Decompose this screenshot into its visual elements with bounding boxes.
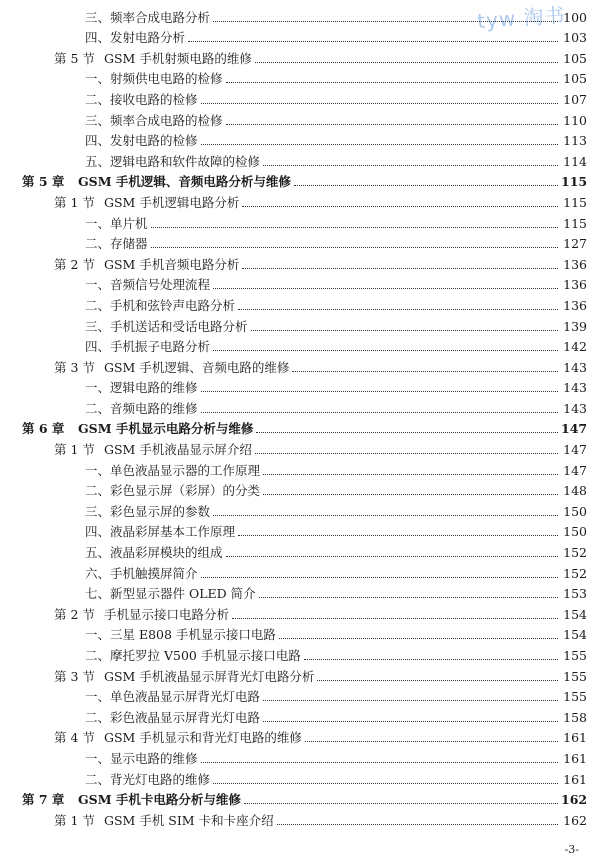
toc-entry-label [54, 443, 252, 457]
toc-page-number: 142 [563, 339, 587, 355]
toc-chapter-row[interactable] [0, 787, 599, 808]
dot-leader [251, 329, 558, 331]
toc-chapter-row[interactable] [0, 169, 599, 190]
toc-entry-title: 二、接收电路的检修 [85, 91, 198, 107]
toc-entry-title: 二、摩托罗拉 V500 手机显示接口电路 [85, 648, 301, 663]
toc-page-number: 161 [563, 771, 587, 787]
toc-entry-label [85, 628, 276, 642]
toc-entry-title: 三、频率合成电路分析 [85, 9, 211, 25]
toc-page-number: 143 [563, 359, 587, 375]
toc-page-number: 155 [563, 689, 587, 705]
toc-entry-title: 二、彩色显示屏（彩屏）的分类 [85, 483, 261, 499]
toc-item-row[interactable] [0, 128, 599, 149]
toc-chapter-row[interactable] [0, 416, 599, 437]
toc-item-row[interactable] [0, 642, 599, 663]
dot-leader [294, 184, 558, 186]
toc-entry-label [22, 422, 253, 436]
section-number: 第 2 节 [54, 606, 95, 622]
toc-entry-title: 二、音频电路的维修 [85, 400, 198, 416]
toc-item-row[interactable] [0, 395, 599, 416]
toc-page-number: 105 [563, 50, 587, 66]
toc-page-number: 143 [563, 400, 587, 416]
toc-entry-label [85, 484, 260, 498]
toc-entry-title: 五、液晶彩屏模块的组成 [85, 545, 223, 561]
toc-page-number: 158 [563, 709, 587, 725]
toc-entry-title: GSM 手机卡电路分析与维修 [78, 792, 241, 808]
watermark-stamp: tyw 淘书 [475, 2, 566, 34]
dot-leader [255, 452, 558, 454]
toc-entry-title: 四、手机振子电路分析 [85, 339, 211, 355]
toc-page-number: 161 [563, 730, 587, 746]
toc-item-row[interactable] [0, 704, 599, 725]
toc-page-number: 147 [561, 421, 588, 437]
toc-item-row[interactable] [0, 519, 599, 540]
toc-entry-label [85, 217, 148, 231]
dot-leader [213, 20, 558, 22]
toc-entry-title: 二、手机和弦铃声电路分析 [85, 297, 236, 313]
toc-page-number: 113 [563, 133, 587, 149]
toc-section-row[interactable] [0, 725, 599, 746]
toc-entry-title: 三、手机送话和受话电路分析 [85, 318, 248, 334]
toc-entry-label [54, 361, 289, 375]
toc-item-row[interactable] [0, 498, 599, 519]
toc-item-row[interactable] [0, 334, 599, 355]
toc-page-number: 139 [563, 318, 587, 334]
toc-entry-title: GSM 手机液晶显示屏背光灯电路分析 [104, 668, 315, 684]
toc-item-row[interactable] [0, 766, 599, 787]
toc-item-row[interactable] [0, 25, 599, 46]
toc-page-number: 161 [563, 750, 587, 766]
toc-entry-label [85, 711, 260, 725]
toc-page-number: 115 [563, 215, 587, 231]
toc-page-number: 136 [563, 277, 587, 293]
toc-entry-title: GSM 手机显示和背光灯电路的维修 [104, 730, 302, 746]
table-of-contents [0, 4, 599, 828]
toc-page-number: 100 [563, 9, 587, 25]
toc-entry-label [85, 320, 248, 334]
dot-leader [201, 143, 558, 145]
dot-leader [263, 699, 558, 701]
dot-leader [238, 534, 558, 536]
toc-item-row[interactable] [0, 272, 599, 293]
toc-item-row[interactable] [0, 313, 599, 334]
toc-entry-title: 三、彩色显示屏的参数 [85, 503, 211, 519]
toc-section-row[interactable] [0, 354, 599, 375]
dot-leader [213, 782, 558, 784]
toc-item-row[interactable] [0, 86, 599, 107]
toc-page-number: 152 [563, 545, 587, 561]
toc-page-number: 136 [563, 297, 587, 313]
dot-leader [263, 493, 558, 495]
dot-leader [201, 761, 558, 763]
toc-entry-title: 一、逻辑电路的维修 [85, 380, 198, 396]
dot-leader [238, 308, 558, 310]
toc-entry-title: 一、射频供电电路的检修 [85, 71, 223, 87]
toc-entry-label [54, 258, 239, 272]
toc-entry-title: GSM 手机液晶显示屏介绍 [104, 442, 252, 458]
toc-entry-title: 六、手机触摸屏简介 [85, 565, 198, 581]
toc-item-row[interactable] [0, 66, 599, 87]
toc-page-number: 154 [563, 606, 587, 622]
toc-item-row[interactable] [0, 684, 599, 705]
dot-leader [263, 164, 558, 166]
dot-leader [255, 61, 558, 63]
dot-leader [151, 246, 558, 248]
toc-entry-title: 一、三星 E808 手机显示接口电路 [85, 627, 276, 643]
toc-item-row[interactable] [0, 148, 599, 169]
toc-item-row[interactable] [0, 478, 599, 499]
toc-page-number: 162 [561, 792, 588, 808]
toc-entry-label [85, 134, 198, 148]
toc-page-number: 114 [563, 153, 587, 169]
toc-page-number: 143 [563, 380, 587, 396]
toc-entry-label [85, 340, 210, 354]
toc-entry-label [85, 114, 223, 128]
toc-entry-label [85, 278, 210, 292]
dot-leader [188, 40, 558, 42]
toc-page-number: 147 [563, 462, 587, 478]
toc-entry-label [22, 175, 291, 189]
toc-page-number: 103 [563, 30, 587, 46]
dot-leader [277, 823, 558, 825]
chapter-number: 第 7 章 [22, 792, 65, 808]
toc-item-row[interactable] [0, 231, 599, 252]
toc-entry-title: 二、彩色液晶显示屏背光灯电路 [85, 709, 261, 725]
toc-entry-title: GSM 手机逻辑、音频电路的维修 [104, 359, 290, 375]
toc-entry-title: 二、背光灯电路的维修 [85, 771, 211, 787]
toc-entry-label [85, 773, 210, 787]
toc-entry-title: GSM 手机逻辑、音频电路分析与维修 [78, 174, 291, 190]
dot-leader [259, 596, 558, 598]
toc-item-row[interactable] [0, 4, 599, 25]
toc-section-row[interactable] [0, 189, 599, 210]
dot-leader [304, 658, 558, 660]
dot-leader [201, 390, 558, 392]
dot-leader [213, 349, 558, 351]
toc-entry-label [85, 505, 210, 519]
dot-leader [242, 267, 558, 269]
toc-entry-title: 四、液晶彩屏基本工作原理 [85, 524, 236, 540]
dot-leader [201, 102, 558, 104]
toc-entry-title: 五、逻辑电路和软件故障的检修 [85, 153, 261, 169]
toc-entry-title: 四、发射电路分析 [85, 30, 186, 46]
dot-leader [263, 473, 558, 475]
dot-leader [279, 637, 558, 639]
toc-page-number: 115 [561, 174, 588, 190]
dot-leader [226, 555, 558, 557]
dot-leader [232, 617, 558, 619]
toc-entry-title: 二、存储器 [85, 236, 148, 252]
toc-entry-title: 一、显示电路的维修 [85, 750, 198, 766]
toc-entry-label [85, 546, 223, 560]
toc-section-row[interactable] [0, 601, 599, 622]
toc-item-row[interactable] [0, 622, 599, 643]
toc-page-number: 136 [563, 256, 587, 272]
toc-page-number: 127 [563, 236, 587, 252]
toc-section-row[interactable] [0, 436, 599, 457]
toc-entry-title: GSM 手机射频电路的维修 [104, 50, 252, 66]
toc-page-number: 155 [563, 648, 587, 663]
toc-entry-title: 一、单片机 [85, 215, 148, 231]
dot-leader [242, 205, 558, 207]
toc-item-row[interactable] [0, 560, 599, 581]
toc-item-row[interactable] [0, 745, 599, 766]
toc-entry-title: 一、单色液晶显示屏背光灯电路 [85, 689, 261, 705]
toc-item-row[interactable] [0, 457, 599, 478]
dot-leader [151, 226, 558, 228]
dot-leader [213, 287, 558, 289]
toc-entry-title: 三、频率合成电路的检修 [85, 112, 223, 128]
toc-entry-title: GSM 手机音频电路分析 [104, 256, 240, 272]
toc-page-number: 150 [563, 503, 587, 519]
dot-leader [201, 411, 558, 413]
toc-page-number: 105 [563, 71, 587, 87]
toc-entry-title: GSM 手机 SIM 卡和卡座介绍 [104, 812, 274, 828]
section-number: 第 1 节 [54, 442, 95, 458]
section-number: 第 5 节 [54, 50, 95, 66]
toc-page-number: 150 [563, 524, 587, 540]
toc-entry-label [85, 237, 148, 251]
toc-entry-label [54, 670, 314, 684]
toc-entry-title: GSM 手机逻辑电路分析 [104, 194, 240, 210]
toc-section-row[interactable] [0, 663, 599, 684]
toc-page-number: 154 [563, 627, 587, 643]
toc-page-number: 152 [563, 565, 587, 581]
toc-entry-title: 四、发射电路的检修 [85, 133, 198, 149]
toc-entry-label [54, 52, 252, 66]
toc-entry-label [85, 690, 260, 704]
toc-page-number: 162 [563, 812, 587, 828]
toc-entry-label [85, 299, 235, 313]
toc-section-row[interactable] [0, 807, 599, 828]
toc-entry-label [54, 814, 274, 828]
toc-page-number: 110 [563, 112, 587, 128]
toc-page-number: 115 [563, 194, 587, 210]
chapter-number: 第 6 章 [22, 421, 65, 437]
toc-entry-label [85, 11, 210, 25]
chapter-number: 第 5 章 [22, 174, 65, 190]
dot-leader [256, 431, 558, 433]
section-number: 第 4 节 [54, 730, 95, 746]
toc-entry-label [85, 525, 235, 539]
toc-item-row[interactable] [0, 210, 599, 231]
toc-item-row[interactable] [0, 375, 599, 396]
toc-page-number: 153 [563, 586, 587, 602]
toc-entry-title: 一、音频信号处理流程 [85, 277, 211, 293]
toc-entry-label [54, 731, 302, 745]
toc-entry-label [54, 608, 229, 622]
toc-entry-label [85, 464, 260, 478]
section-number: 第 3 节 [54, 668, 95, 684]
section-number: 第 1 节 [54, 812, 95, 828]
toc-section-row[interactable] [0, 45, 599, 66]
toc-entry-label [85, 72, 223, 86]
toc-entry-label [85, 752, 198, 766]
section-number: 第 1 节 [54, 194, 95, 210]
toc-item-row[interactable] [0, 581, 599, 602]
dot-leader [317, 679, 558, 681]
toc-entry-title: 七、新型显示器件 OLED 简介 [85, 586, 256, 602]
toc-entry-label [54, 196, 239, 210]
toc-entry-label [85, 93, 198, 107]
toc-entry-label [85, 567, 198, 581]
page-number-footer: -3- [564, 843, 579, 856]
toc-entry-label [85, 155, 260, 169]
toc-page-number: 147 [563, 442, 587, 458]
dot-leader [292, 370, 558, 372]
toc-entry-title: 一、单色液晶显示器的工作原理 [85, 462, 261, 478]
toc-entry-label [22, 793, 241, 807]
dot-leader [226, 123, 558, 125]
section-number: 第 3 节 [54, 359, 95, 375]
toc-item-row[interactable] [0, 539, 599, 560]
toc-entry-label [85, 587, 256, 601]
toc-page-number: 107 [563, 91, 587, 107]
toc-item-row[interactable] [0, 107, 599, 128]
toc-entry-label [85, 649, 301, 663]
dot-leader [244, 802, 558, 804]
toc-item-row[interactable] [0, 292, 599, 313]
dot-leader [226, 81, 558, 83]
section-number: 第 2 节 [54, 256, 95, 272]
toc-section-row[interactable] [0, 251, 599, 272]
dot-leader [263, 720, 558, 722]
toc-entry-label [85, 31, 185, 45]
toc-entry-title: GSM 手机显示电路分析与维修 [78, 421, 254, 437]
toc-entry-title: 手机显示接口电路分析 [104, 606, 230, 622]
dot-leader [305, 740, 558, 742]
toc-entry-label [85, 381, 198, 395]
dot-leader [201, 576, 558, 578]
dot-leader [213, 514, 558, 516]
toc-entry-label [85, 402, 198, 416]
toc-page-number: 148 [563, 483, 587, 499]
toc-page-number: 155 [563, 668, 587, 684]
